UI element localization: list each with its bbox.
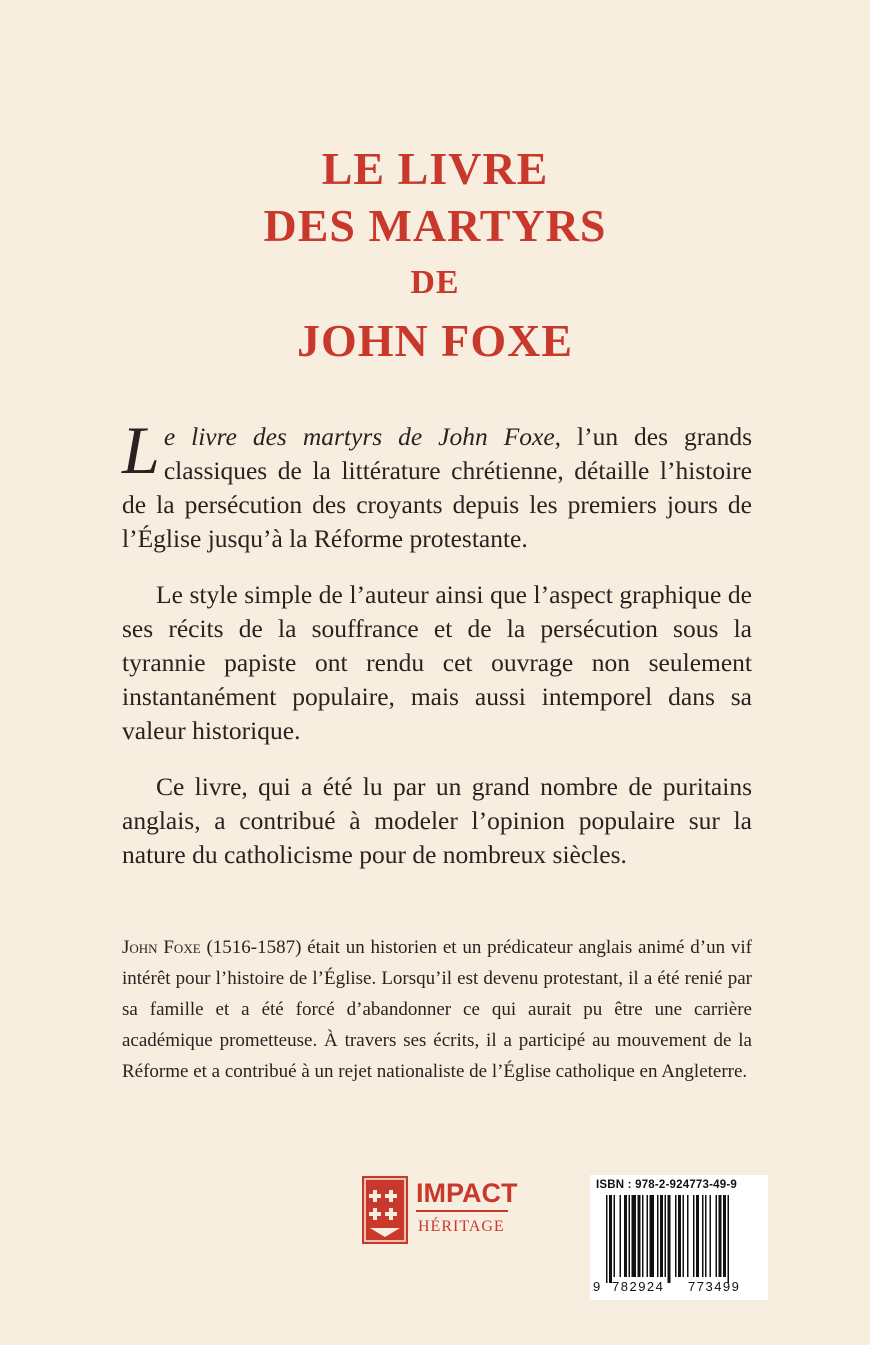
publisher-name: IMPACT: [416, 1178, 518, 1208]
author-bio: [122, 932, 752, 1087]
author-bio-text: (1516-1587) était un historien et un prédicateur anglais animé d’un vif intérêt pour l’histoire de l’Église. Lorsqu’il est devenu protestant, il a été renié par sa famille et a été forcé d’abandonner ce qui aurait pu être une carrière académique prometteuse. À travers ses écrits, il a participé au mouvement de la Réforme et a contribué à un rejet nationaliste de l’Église catholique en Angleterre.: [122, 937, 752, 1082]
publisher-emblem-icon: [362, 1176, 408, 1244]
isbn-label: ISBN : 978-2-924773-49-9: [596, 1179, 737, 1191]
title-line-3: DE: [410, 264, 460, 301]
title-line-2: DES MARTYRS: [263, 200, 607, 251]
description-paragraph-1: [122, 412, 752, 556]
description-paragraph-2: Le style simple de l’auteur ainsi que l’aspect graphique de ses récits de la souffrance et de la persécution sous la tyrannie papiste ont rendu cet ouvrage non seulement instantanément populaire, mais aussi intemporel dans sa valeur historique.: [122, 580, 752, 745]
barcode-digits-group-2: 773499: [688, 1279, 741, 1294]
description: [122, 412, 752, 894]
publisher-logo: [362, 1176, 518, 1246]
title-line-1: LE LIVRE: [321, 143, 549, 194]
book-title-italic: e livre des martyrs de John Foxe: [163, 422, 555, 451]
drop-cap: L: [122, 412, 160, 488]
publisher-subname: HÉRITAGE: [418, 1218, 505, 1235]
barcode-digit-first: 9: [593, 1279, 601, 1294]
barcode-digits-group-1: 782924: [612, 1279, 665, 1294]
publisher-divider: [416, 1210, 508, 1212]
isbn-barcode: [590, 1175, 768, 1300]
description-paragraph-3: Ce livre, qui a été lu par un grand nombre de puritains anglais, a contribué à modeler l’opinion populaire sur la nature du catholicisme pour de nombreux siècles.: [122, 772, 752, 869]
book-title: [0, 140, 870, 369]
title-line-4: JOHN FOXE: [296, 315, 574, 366]
author-name: John Foxe: [122, 937, 201, 958]
description-p1-text: , l’un des grands classiques de la littérature chrétienne, détaille l’histoire de la persécution des croyants depuis les premiers jours de l’Église jusqu’à la Réforme protestante.: [122, 422, 752, 553]
